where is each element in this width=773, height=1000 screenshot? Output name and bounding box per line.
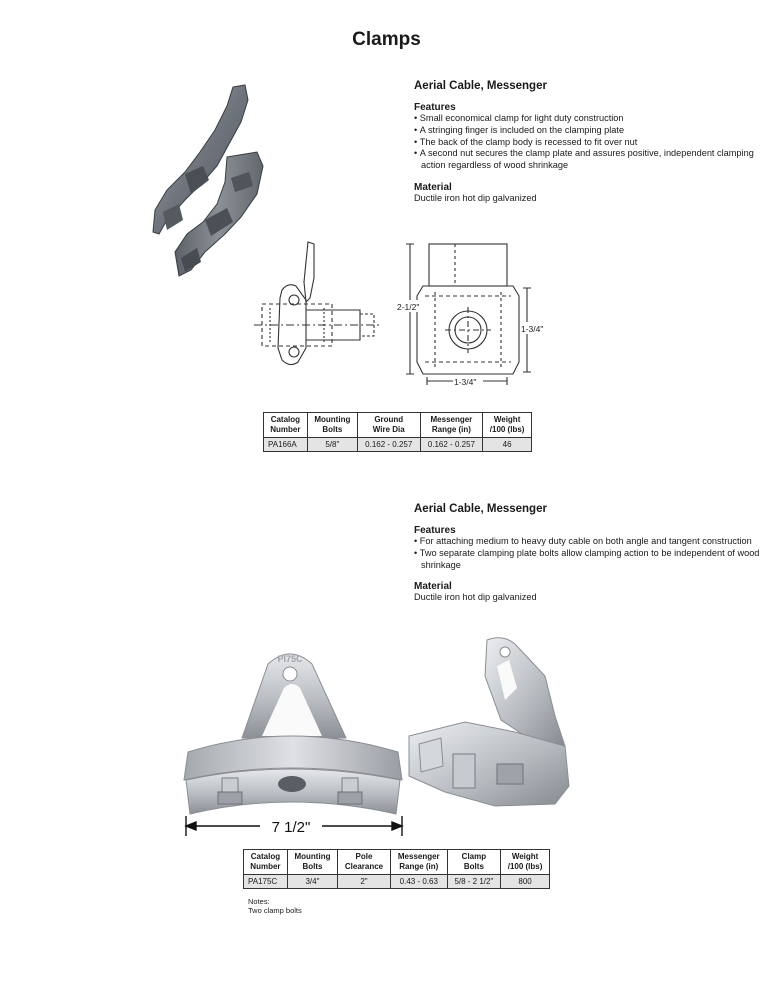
product-1-features-heading: Features: [414, 102, 456, 113]
column-header: Mounting Bolts: [307, 413, 357, 438]
product-2-description: [414, 503, 764, 604]
product-1-description: [414, 80, 754, 205]
notes-text: Two clamp bolts: [248, 906, 302, 915]
table-cell: 0.43 - 0.63: [390, 875, 447, 889]
column-header: Ground Wire Dia: [357, 413, 420, 438]
column-header: Weight /100 (lbs): [501, 850, 550, 875]
dim-height-label: 2-1/2": [397, 302, 420, 312]
table-cell: 5/8 - 2 1/2": [447, 875, 500, 889]
feature-item: • For attaching medium to heavy duty cable on both angle and tangent construction: [414, 536, 764, 548]
table-cell: 46: [483, 438, 532, 452]
product-2-features-heading: Features: [414, 525, 456, 536]
product-photo-pa175c-side: [405, 636, 575, 816]
column-header: Messenger Range (in): [390, 850, 447, 875]
table-cell: 3/4": [287, 875, 337, 889]
spec-table-pa175c: [243, 849, 550, 889]
table-cell: PA175C: [244, 875, 288, 889]
column-header: Clamp Bolts: [447, 850, 500, 875]
column-header: Weight /100 (lbs): [483, 413, 532, 438]
table-cell: 2": [338, 875, 391, 889]
notes-heading: Notes:: [248, 897, 270, 906]
table-cell: 0.162 - 0.257: [420, 438, 483, 452]
feature-item: • The back of the clamp body is recessed to fit over nut: [414, 137, 754, 149]
product-1-title: Aerial Cable, Messenger: [414, 80, 547, 92]
column-header: Catalog Number: [264, 413, 308, 438]
spec-table-pa166a: [263, 412, 532, 452]
product-2-features-list: [414, 536, 764, 571]
feature-item: • A stringing finger is included on the clamping plate: [414, 125, 754, 137]
front-view-drawing-pa166a: [395, 234, 555, 394]
casting-mark-label: PI75C: [277, 654, 303, 664]
table-cell: 800: [501, 875, 550, 889]
product-1-material-heading: Material: [414, 181, 452, 193]
column-header: Messenger Range (in): [420, 413, 483, 438]
notes-block: [248, 897, 302, 915]
dim-side-label: 1-3/4": [521, 324, 544, 334]
page-title: Clamps: [352, 29, 421, 50]
feature-item: • Small economical clamp for light duty construction: [414, 113, 754, 125]
feature-item: • A second nut secures the clamp plate and assures positive, independent clamping action regardless of wood shrinkage: [414, 148, 754, 172]
product-1-features-list: [414, 113, 754, 172]
dim-bottom-label: 1-3/4": [454, 377, 477, 387]
column-header: Catalog Number: [244, 850, 288, 875]
table-header-row: [264, 413, 532, 438]
product-2-material-heading: Material: [414, 581, 452, 593]
table-row: [244, 875, 550, 889]
table-header-row: [244, 850, 550, 875]
column-header: Mounting Bolts: [287, 850, 337, 875]
product-2-title: Aerial Cable, Messenger: [414, 503, 547, 515]
table-cell: PA166A: [264, 438, 308, 452]
product-photo-pa175c-front: [180, 640, 410, 840]
table-row: [264, 438, 532, 452]
table-cell: 5/8": [307, 438, 357, 452]
feature-item: • Two separate clamping plate bolts allow clamping action to be independent of wood shrinkage: [414, 548, 764, 572]
table-cell: 0.162 - 0.257: [357, 438, 420, 452]
column-header: Pole Clearance: [338, 850, 391, 875]
side-view-drawing-pa166a: [250, 238, 385, 378]
product-1-material: Ductile iron hot dip galvanized: [414, 192, 537, 203]
product-2-material: Ductile iron hot dip galvanized: [414, 592, 537, 603]
dimension-label: 7 1/2": [271, 819, 311, 836]
